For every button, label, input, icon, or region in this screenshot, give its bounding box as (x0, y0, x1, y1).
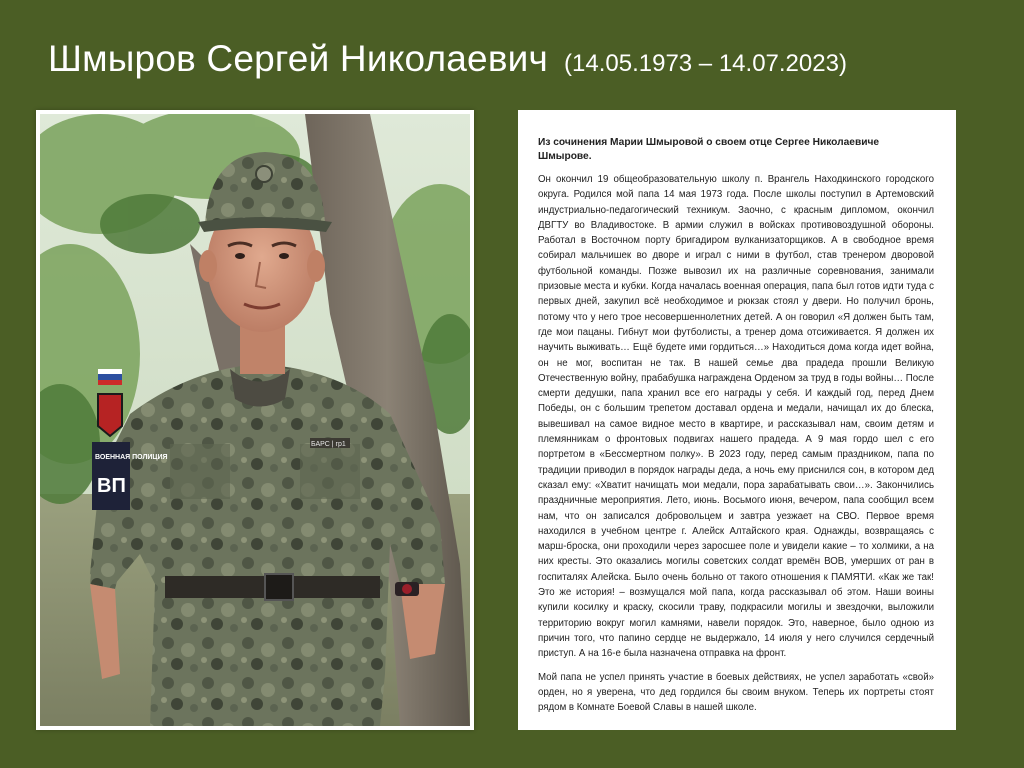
soldier-portrait-image (40, 114, 470, 726)
name-tag-text: БАРС | гр1 (311, 441, 346, 448)
life-dates: (14.05.1973 – 14.07.2023) (564, 50, 847, 77)
essay-heading: Из сочинения Марии Шмыровой о своем отце Сергее Николаевиче Шмырове. (538, 137, 880, 162)
essay-paragraph-1: Он окончил 19 общеобразовательную школу п. Врангель Находкинского городского округа. Родился мой папа 14 мая 1973 года. После школы поступил в Артемовский индустриально-педагогический техникум. Заочно, с красным дипломом, окончил ДВГТУ во Владивостоке. В армии служил в войсках противовоздушной обороны. Работал в Восточном порту бригадиром вулканизаторщиков. А в свободное время собирал мальчишек во дворе и играл с ними в футбол, став тренером дворовой футбольной команды. Позже вывозил их на различные соревнования, занимали призовые места и кубки. Когда началась военная операция, папа был готов идти туда с первых дней, закупил всё необходимое и рюкзак стоял у двери. Но получил бронь, потому что у него трое несовершеннолетних детей. А он говорил «Я должен быть там, где мои пацаны. Гибнут мои футболисты, а тренер дома отсиживается. Я должен их научить выживать… Ещё будете ими гордиться…» Находиться дома когда идет война, он не мог, воспитан не так. В нашей семье два прадеда прошли Великую Отечественную войну, прабабушка награждена Орденом за труд в годы войны… После смерти дедушки, папа хранил все его награды у себя. И каждый год, перед Днем Победы, он с большим трепетом доставал ордена и медали, начищал их до блеска, вывешивал на самое видное место в квартире, и рассказывал нам, своим детям и племянникам о фронтовых подвигах нашего прадеда. А 9 мая гордо шел с его портретом в «Бессмертном полку». В 2023 году, перед самым праздником, папа по традиции приводил в порядок награды деда, а ночь ему приснился сон, в котором дед сказал ему: «Хватит начищать мои медали, пора зарабатывать свои…». Закончились праздничные мероприятия. Лето, июнь. Восьмого июня, вечером, папа сообщил всем нам, что он записался добровольцем и завтра уезжает на СВО. Первое время находился в учебном центре г. Алейск Алтайского края. Однажды, возвращаясь с марш-броска, они проходили через заросшее поле и увидели какие – то холмики, а на них кресты. Это оказались могилы советских солдат времён ВОВ, умерших от ран в госпиталях Алейска. Было очень больно от такого отношения к ПАМЯТИ. «Как же так! Это же история! – возмущался мой папа, когда рассказывал об этом. Наши воины купили косилку и краску, скосили траву, подкрасили могилы и звездочки, выложили территорию вокруг могил камнями, навели порядок. Это, наверное, было одною из причин того, что папино сердце не выдержало, 14 июля у него случился сердечный приступ. А на 16-е была назначена отправка на фронт. (538, 174, 935, 660)
patch-vp-text: ВП (97, 475, 126, 497)
portrait-photo (36, 110, 474, 730)
slide-title (48, 38, 988, 88)
essay-paragraph-2: Мой папа не успел принять участие в боевых действиях, не успел заработать «свой» орден, но я уверена, что дед гордился бы своим внуком. Теперь их портреты стоят рядом в Комнате Боевой Славы в нашей школе. (538, 671, 934, 714)
patch-police-text: ВОЕННАЯ ПОЛИЦИЯ (95, 454, 168, 461)
essay-document (518, 110, 956, 730)
person-name: Шмыров Сергей Николаевич (48, 38, 549, 79)
